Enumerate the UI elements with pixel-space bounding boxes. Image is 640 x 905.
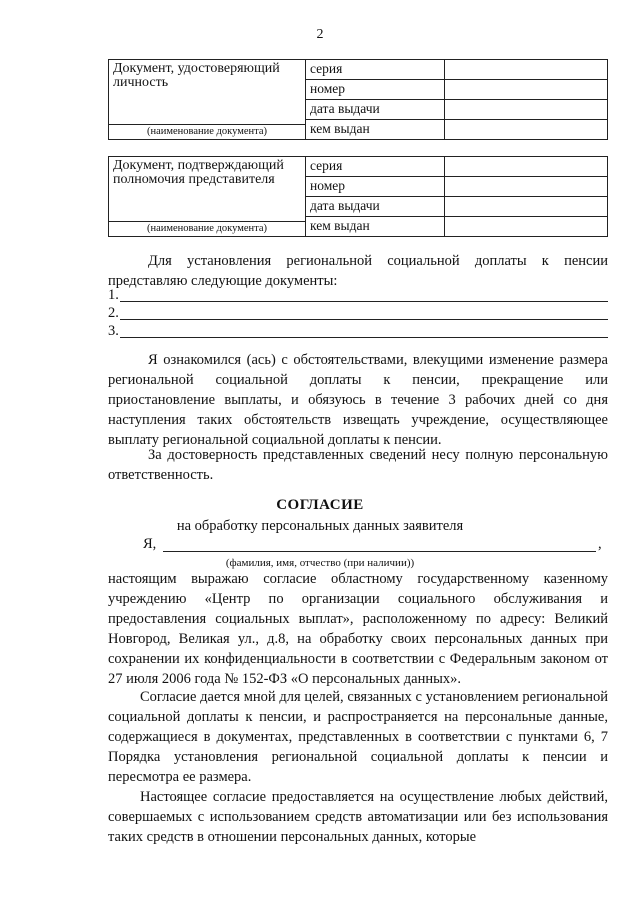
identity-document-name-line[interactable] — [109, 124, 305, 125]
fio-caption: (фамилия, имя, отчество (при наличии)) — [225, 557, 415, 569]
document-list-item-2[interactable] — [108, 304, 608, 322]
applicant-suffix: , — [598, 536, 602, 552]
representative-document-label-cell — [109, 157, 306, 237]
page-number: 2 — [316, 27, 324, 42]
applicant-name-underline — [163, 551, 596, 552]
representative-field-issuer-label: кем выдан — [306, 217, 445, 237]
applicant-name-line[interactable] — [143, 536, 613, 556]
representative-field-number-label: номер — [306, 177, 445, 197]
document-list-line — [120, 301, 608, 302]
representative-field-number-value[interactable] — [445, 177, 608, 197]
representative-field-series-label: серия — [306, 157, 445, 177]
applicant-prefix: Я, — [143, 536, 157, 552]
representative-document-title: Документ, подтверждающий полномочия представителя — [113, 158, 284, 187]
identity-field-series-value[interactable] — [445, 60, 608, 80]
consent-paragraph-1: настоящим выражаю согласие областному государственному казенному учреждению «Центр по организации социального обслуживания и предоставления социальных выплат», расположенному по адресу: Великий Новгород, Великая ул., д.8, на обработку своих персональных данных при сохранении их конфиденциальности в соответствии с Федеральным законом от 27 июля 2006 года № 152-ФЗ «О персональных данных». — [108, 571, 608, 687]
identity-field-issuer-label: кем выдан — [306, 120, 445, 140]
representative-field-date-value[interactable] — [445, 197, 608, 217]
representative-document-caption: (наименование документа) — [146, 223, 268, 234]
identity-field-issuer-value[interactable] — [445, 120, 608, 140]
representative-field-series-value[interactable] — [445, 157, 608, 177]
identity-field-date-value[interactable] — [445, 100, 608, 120]
consent-title: СОГЛАСИЕ — [276, 497, 364, 513]
document-list-number: 1. — [108, 287, 119, 303]
acquainted-paragraph: Я ознакомился (ась) с обстоятельствами, влекущими изменение размера региональной социальной доплаты к пенсии, прекращение или приостановление выплаты, и обязуюсь в течение 3 рабочих дней со дня наступления таких обстоятельств извещать учреждение, осуществляющее выплату региональной социальной доплаты к пенсии. — [108, 352, 608, 448]
identity-field-series-label: серия — [306, 60, 445, 80]
representative-field-issuer-value[interactable] — [445, 217, 608, 237]
identity-document-title: Документ, удостоверяющий личность — [113, 61, 280, 90]
document-list-item-3[interactable] — [108, 322, 608, 340]
document-list-line — [120, 337, 608, 338]
representative-document-table — [108, 156, 608, 237]
identity-document-table — [108, 59, 608, 140]
consent-paragraph-3: Настоящее согласие предоставляется на осуществление любых действий, совершаемых с использованием средств автоматизации или без использования таких средств в отношении персональных данных, которые — [108, 789, 608, 845]
responsibility-paragraph: За достоверность представленных сведений несу полную персональную ответственность. — [108, 447, 608, 483]
identity-field-number-value[interactable] — [445, 80, 608, 100]
identity-field-number-label: номер — [306, 80, 445, 100]
document-list-number: 3. — [108, 323, 119, 339]
identity-document-label-cell — [109, 60, 306, 140]
consent-paragraph-2: Согласие дается мной для целей, связанных с установлением региональной социальной доплаты к пенсии, и распространяется на персональные данные, содержащиеся в документах, представленных в соответствии с пунктами 6, 7 Порядка установления региональной социальной доплаты к пенсии и пересмотра ее размера. — [108, 689, 608, 785]
identity-document-caption: (наименование документа) — [146, 126, 268, 137]
representative-field-date-label: дата выдачи — [306, 197, 445, 217]
representative-document-name-line[interactable] — [109, 221, 305, 222]
document-list-line — [120, 319, 608, 320]
document-list-number: 2. — [108, 305, 119, 321]
identity-field-date-label: дата выдачи — [306, 100, 445, 120]
documents-intro: Для установления региональной социальной доплаты к пенсии представляю следующие документы: — [108, 253, 608, 289]
consent-subtitle: на обработку персональных данных заявителя — [176, 518, 464, 534]
document-list-item-1[interactable] — [108, 286, 608, 304]
